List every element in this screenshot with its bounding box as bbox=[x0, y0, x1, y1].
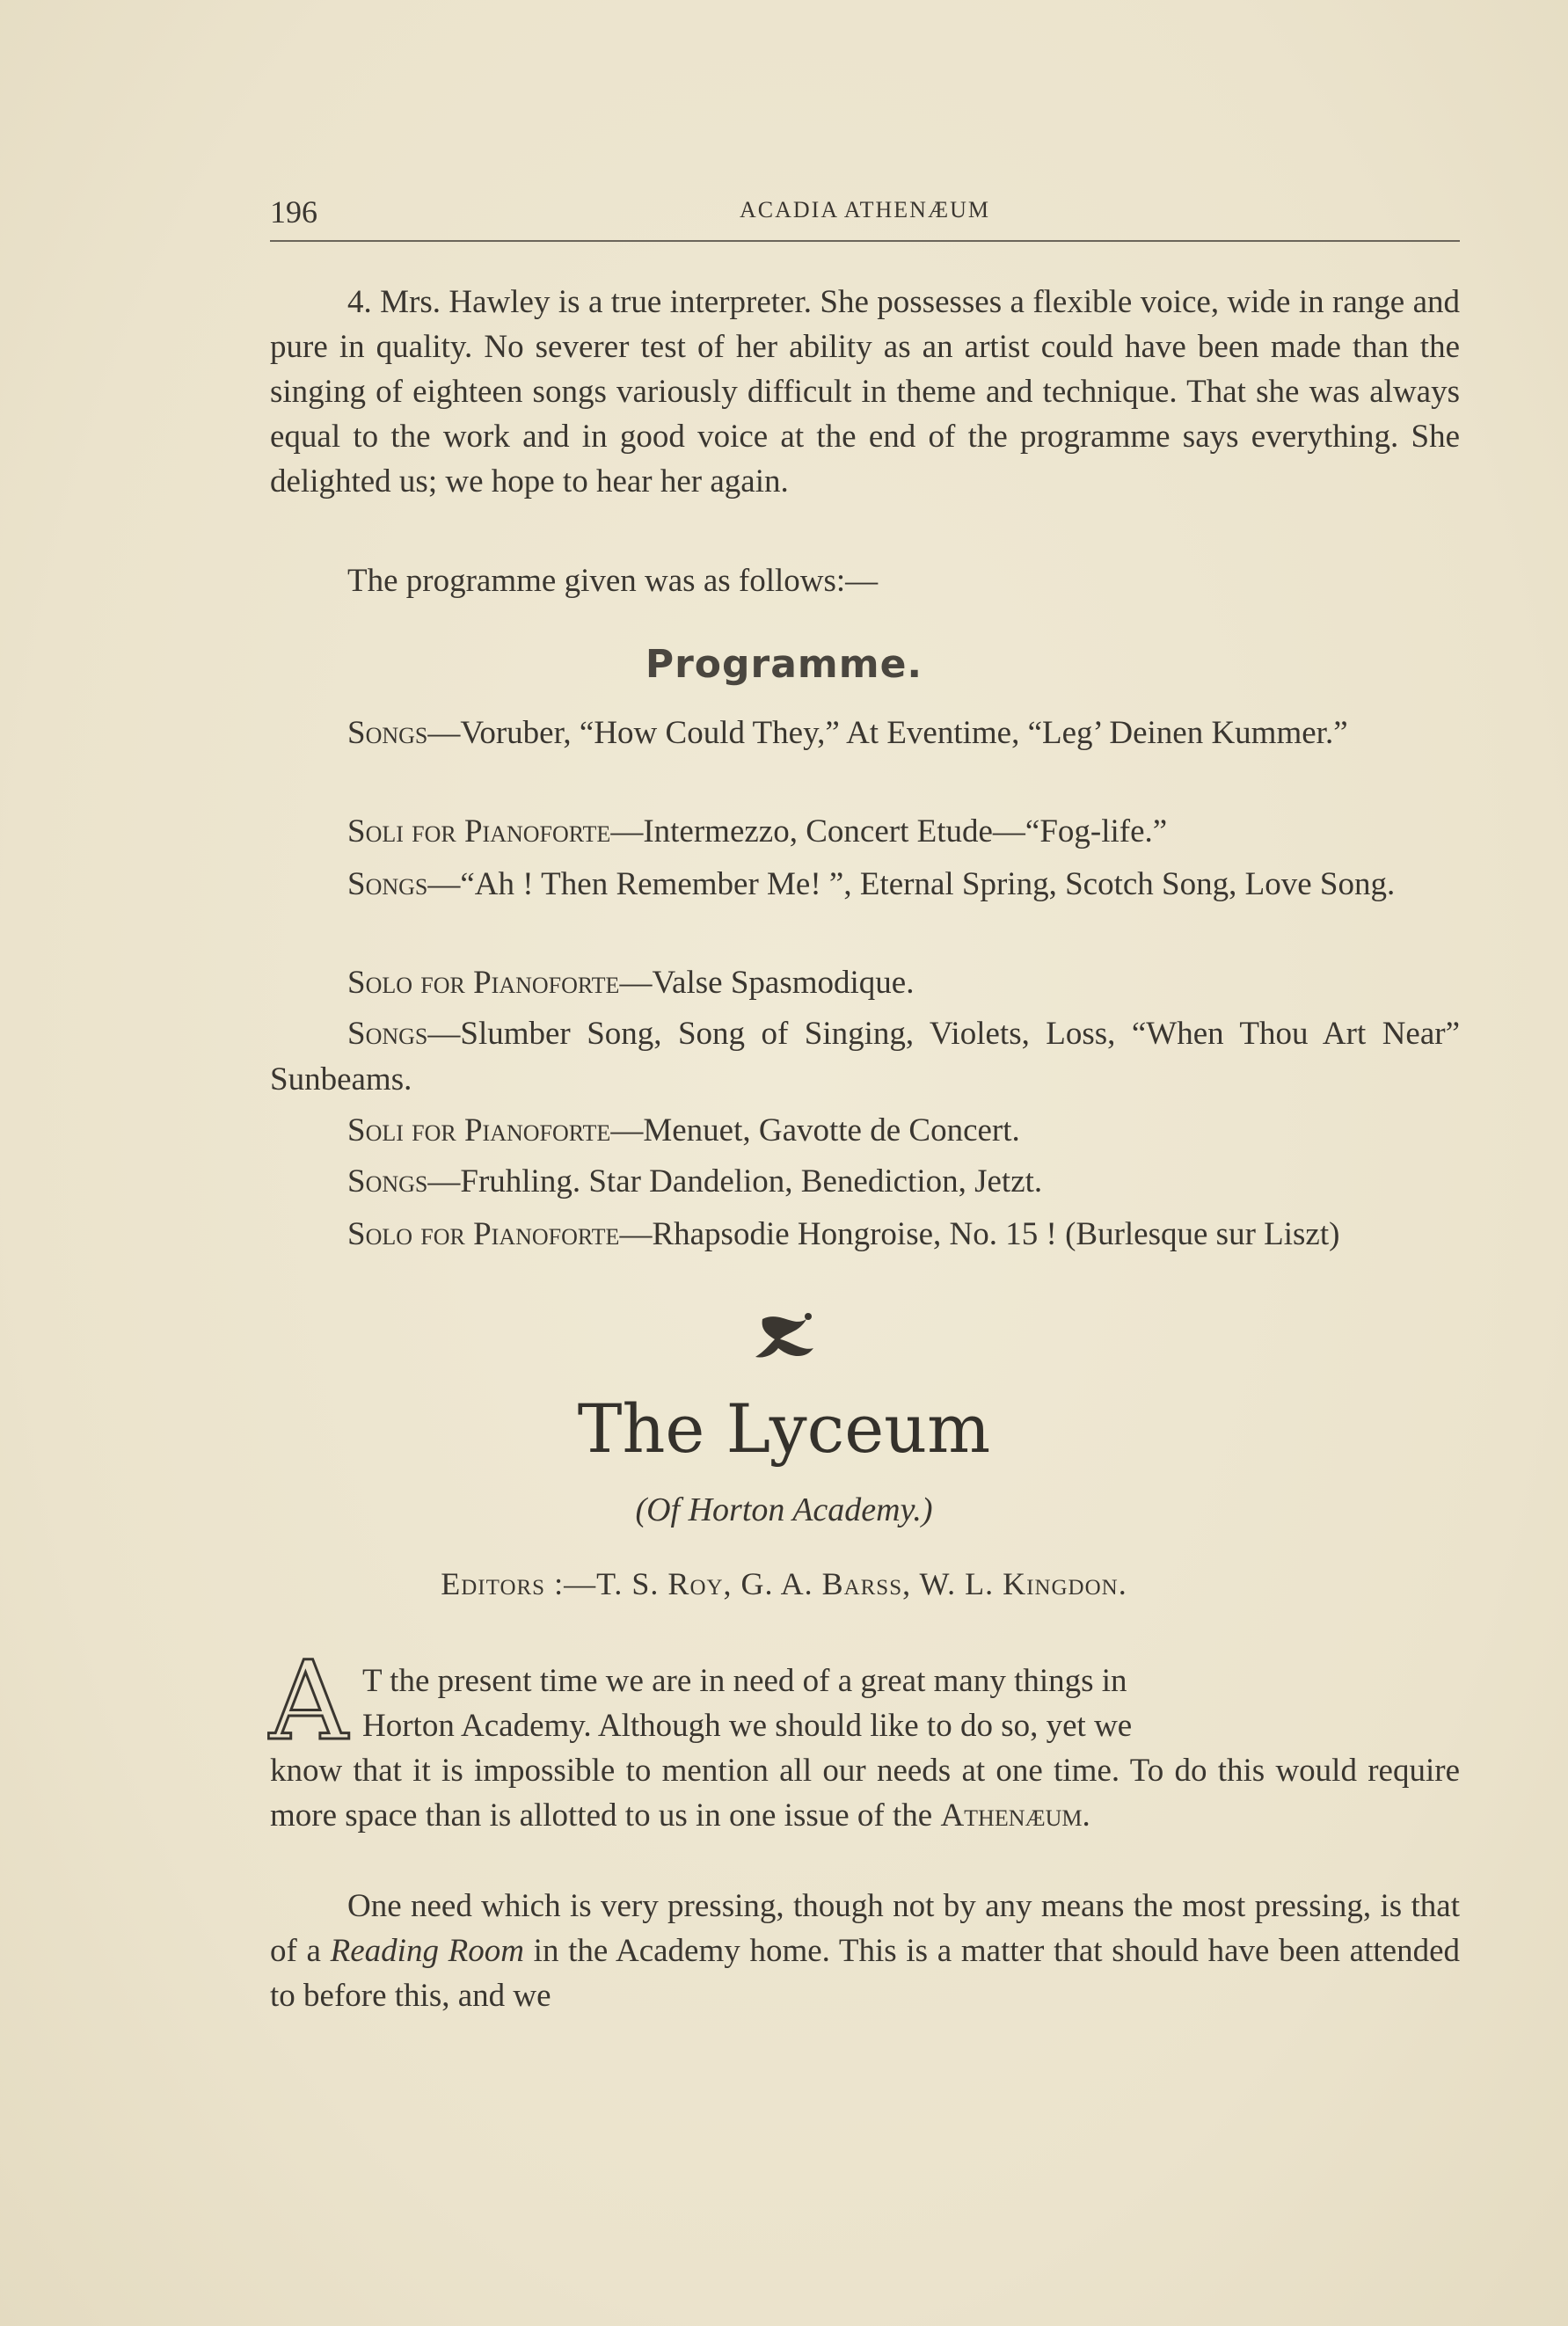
programme-heading: Solo for Pianoforte bbox=[347, 1216, 620, 1252]
programme-text: —Fruhling. Star Dandelion, Benediction, Jetzt. bbox=[427, 1163, 1043, 1199]
para2-text-b: in the Academy home. This is a matter that should have been attended to before this, and we bbox=[270, 1933, 1461, 2014]
subtitle-italic: Of Horton Academy. bbox=[646, 1491, 922, 1528]
programme-heading: Solo for Pianoforte bbox=[347, 965, 620, 1001]
para1-text: know that it is impossible to mention all our needs at one time. To do this would require more space than is allotted to us in one issue of the bbox=[270, 1753, 1460, 1834]
programme-item bbox=[270, 1011, 1460, 1103]
editors-line bbox=[0, 1565, 1568, 1602]
section-title: The Lyceum bbox=[577, 1389, 991, 1468]
page-header bbox=[270, 193, 1460, 239]
programme-item bbox=[270, 1212, 1460, 1258]
drop-cap-glyph: A bbox=[269, 1656, 348, 1744]
programme-heading: Soli for Pianoforte bbox=[347, 1112, 611, 1148]
paragraph-4: 4. Mrs. Hawley is a true interpreter. She possesses a flexible voice, wide in range and pure in quality. No severer test of her ability as an artist could have been made than the singing of eighteen songs variously difficult in theme and technique. That she was always equal to the work and in good voice at the end of the programme says everything. She delighted us; we hope to hear her again. bbox=[270, 284, 1460, 499]
drop-cap bbox=[267, 1656, 352, 1744]
editors-names: :—T. S. Roy, G. A. Barss, W. L. Kingdon. bbox=[545, 1566, 1127, 1601]
article-paragraph-2 bbox=[270, 1884, 1460, 2018]
programme-text: —“Ah ! Then Remember Me! ”, Eternal Spring, Scotch Song, Love Song. bbox=[427, 866, 1396, 902]
para1-end: . bbox=[1082, 1797, 1090, 1834]
programme-heading: Songs bbox=[347, 1163, 428, 1199]
programme-heading: Songs bbox=[347, 866, 428, 902]
programme-text: —Voruber, “How Could They,” At Eventime, “Leg’ Deinen Kummer.” bbox=[427, 715, 1348, 751]
programme-item bbox=[270, 1159, 1460, 1205]
programme-intro: The programme given was as follows:— bbox=[347, 563, 879, 599]
article-line-2: Horton Academy. Although we should like to do so, yet we bbox=[362, 1708, 1133, 1744]
programme-text: —Intermezzo, Concert Etude—“Fog-life.” bbox=[610, 813, 1168, 849]
subtitle-paren-close: ) bbox=[921, 1491, 933, 1528]
editors-label: Editors bbox=[441, 1566, 546, 1601]
programme-item bbox=[270, 1108, 1460, 1154]
programme-text: —Menuet, Gavotte de Concert. bbox=[610, 1112, 1020, 1148]
running-title: ACADIA ATHENÆUM bbox=[740, 197, 990, 222]
programme-heading: Songs bbox=[347, 1016, 428, 1052]
section-subtitle bbox=[0, 1491, 1568, 1529]
fleuron-ornament-icon bbox=[0, 1306, 1568, 1376]
programme-title: Programme. bbox=[645, 642, 923, 687]
article-line-1: T the present time we are in need of a great many things in bbox=[362, 1663, 1127, 1699]
programme-item bbox=[270, 960, 1460, 1006]
programme-heading: Soli for Pianoforte bbox=[347, 813, 611, 849]
programme-heading: Songs bbox=[347, 715, 428, 751]
article-paragraph-1-rest bbox=[270, 1748, 1460, 1838]
para1-athenaeum: Athenæum bbox=[940, 1797, 1083, 1834]
page-number: 196 bbox=[270, 194, 317, 230]
subtitle-paren-open: ( bbox=[635, 1491, 647, 1528]
para2-italic: Reading Room bbox=[330, 1933, 524, 1969]
para2-text-a: One need which is very pressing, though not by any means the most pressing, is that of a bbox=[270, 1888, 1460, 1969]
drop-cap-letter-icon bbox=[267, 1656, 352, 1744]
header-rule bbox=[270, 240, 1460, 242]
programme-text: —Slumber Song, Song of Singing, Violets, Loss, “When Thou Art Near” Sunbeams. bbox=[270, 1016, 1460, 1097]
programme-text: —Rhapsodie Hongroise, No. 15 ! (Burlesque sur Liszt) bbox=[619, 1216, 1340, 1252]
programme-text: —Valse Spasmodique. bbox=[619, 965, 915, 1001]
programme-item bbox=[270, 862, 1460, 908]
programme-item bbox=[270, 711, 1460, 756]
programme-item bbox=[270, 809, 1460, 855]
